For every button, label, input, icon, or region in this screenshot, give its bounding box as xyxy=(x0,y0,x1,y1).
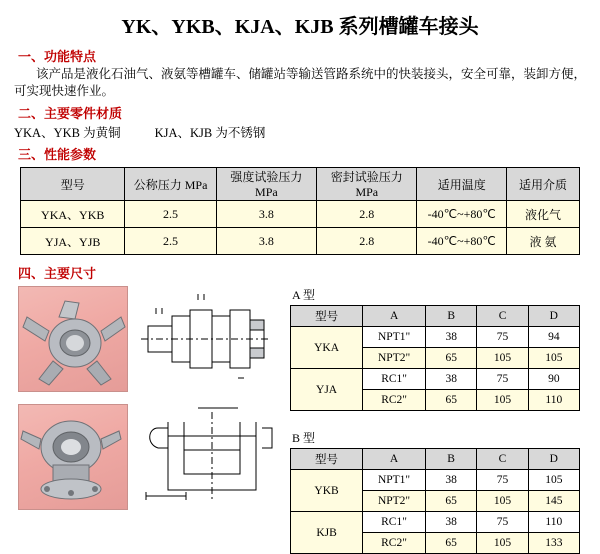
table-row xyxy=(21,201,580,228)
dim-b-header-cell: A xyxy=(363,449,426,470)
coupling-photo-a-illustration xyxy=(19,287,127,391)
features-heading: 一、功能特点 xyxy=(18,49,97,64)
spec-cell: 液化气 xyxy=(507,201,580,228)
dim-b-cell: 65 xyxy=(425,491,476,512)
spec-header-cell: 适用温度 xyxy=(417,168,507,201)
dim-b-model-cell: YKB xyxy=(291,470,363,512)
dim-b-header-row xyxy=(291,449,580,470)
spec-cell: 2.8 xyxy=(317,228,417,255)
dim-b-cell: NPT1" xyxy=(363,470,426,491)
dim-b-header-cell: B xyxy=(425,449,476,470)
dim-b-cell: 38 xyxy=(425,470,476,491)
spec-cell: 2.8 xyxy=(317,201,417,228)
dim-b-cell: NPT2" xyxy=(363,491,426,512)
dim-a-header-row xyxy=(291,306,580,327)
features-paragraph xyxy=(14,66,586,100)
dim-a-cell: 75 xyxy=(477,369,528,390)
product-photo-b xyxy=(18,404,128,510)
technical-drawing-b xyxy=(138,404,278,508)
material-text-a: YKA、YKB 为黄铜 xyxy=(14,126,121,140)
dim-a-cell: 90 xyxy=(528,369,579,390)
spec-cell: YKA、YKB xyxy=(21,201,125,228)
spec-cell: YJA、YJB xyxy=(21,228,125,255)
performance-heading: 三、性能参数 xyxy=(18,147,97,162)
table-row xyxy=(291,327,580,348)
dim-a-header-cell: C xyxy=(477,306,528,327)
dimensions-heading: 四、主要尺寸 xyxy=(18,266,97,281)
spec-table-header-row xyxy=(21,168,580,201)
dim-b-cell: 105 xyxy=(477,533,528,554)
material-text-b: KJA、KJB 为不锈钢 xyxy=(154,126,266,140)
spec-header-cell: 密封试验压力 MPa xyxy=(317,168,417,201)
dim-b-cell: 65 xyxy=(425,533,476,554)
dim-a-cell: RC2" xyxy=(363,390,426,411)
dim-a-header-cell: D xyxy=(528,306,579,327)
dim-a-cell: RC1" xyxy=(363,369,426,390)
dim-b-cell: 75 xyxy=(477,470,528,491)
dim-b-header-cell: D xyxy=(528,449,579,470)
dimension-table-b xyxy=(290,448,580,554)
dim-b-cell: 133 xyxy=(528,533,579,554)
table-row xyxy=(291,512,580,533)
dim-a-cell: 38 xyxy=(426,327,477,348)
spec-cell: 2.5 xyxy=(125,201,216,228)
features-text: 该产品是液化石油气、液氨等槽罐车、储罐站等输送管路系统中的快装接头，安全可靠，装卸方便，可实现快速作业。 xyxy=(14,67,587,98)
coupling-drawing-a-illustration xyxy=(138,286,278,390)
coupling-drawing-b-illustration xyxy=(138,404,278,508)
dim-b-cell: 38 xyxy=(425,512,476,533)
lower-content xyxy=(0,286,600,549)
dim-b-model-cell: KJB xyxy=(291,512,363,554)
dim-a-cell: NPT1" xyxy=(363,327,426,348)
dimension-tables-column xyxy=(290,286,586,554)
image-row-a xyxy=(18,286,280,392)
dim-a-header-cell: 型号 xyxy=(291,306,363,327)
coupling-photo-b-illustration xyxy=(19,405,127,509)
spec-header-cell: 型号 xyxy=(21,168,125,201)
dim-table-b-label: B 型 xyxy=(292,431,316,445)
dim-a-cell: NPT2" xyxy=(363,348,426,369)
spec-cell: 液 氨 xyxy=(507,228,580,255)
dim-b-cell: RC1" xyxy=(363,512,426,533)
product-photo-a xyxy=(18,286,128,392)
dim-a-cell: 110 xyxy=(528,390,579,411)
table-row xyxy=(291,369,580,390)
dim-a-cell: 75 xyxy=(477,327,528,348)
dim-a-cell: 65 xyxy=(426,348,477,369)
dim-b-cell: 75 xyxy=(477,512,528,533)
dim-a-model-cell: YKA xyxy=(291,327,363,369)
spec-header-cell: 适用介质 xyxy=(507,168,580,201)
spec-table xyxy=(20,167,580,255)
spec-cell: -40℃~+80℃ xyxy=(417,228,507,255)
dim-a-cell: 65 xyxy=(426,390,477,411)
spec-header-cell: 公称压力 MPa xyxy=(125,168,216,201)
dim-a-model-cell: YJA xyxy=(291,369,363,411)
spec-cell: -40℃~+80℃ xyxy=(417,201,507,228)
dimension-table-a xyxy=(290,305,580,411)
dim-b-cell: 110 xyxy=(528,512,579,533)
dim-table-a-label: A 型 xyxy=(292,288,316,302)
spec-cell: 3.8 xyxy=(216,201,316,228)
technical-drawing-a xyxy=(138,286,278,390)
spec-cell: 2.5 xyxy=(125,228,216,255)
dim-a-cell: 105 xyxy=(477,390,528,411)
dim-b-header-cell: C xyxy=(477,449,528,470)
dim-a-cell: 105 xyxy=(477,348,528,369)
image-row-b xyxy=(18,404,280,510)
material-heading: 二、主要零件材质 xyxy=(18,106,123,121)
dim-a-cell: 105 xyxy=(528,348,579,369)
material-line xyxy=(14,123,600,141)
table-row xyxy=(291,470,580,491)
dim-b-cell: 105 xyxy=(477,491,528,512)
dim-b-header-cell: 型号 xyxy=(291,449,363,470)
page-title: YK、YKB、KJA、KJB 系列槽罐车接头 xyxy=(121,16,479,38)
dim-a-header-cell: A xyxy=(363,306,426,327)
spec-header-cell: 强度试验压力 MPa xyxy=(216,168,316,201)
dim-b-cell: 145 xyxy=(528,491,579,512)
dim-a-cell: 94 xyxy=(528,327,579,348)
dim-b-cell: 105 xyxy=(528,470,579,491)
spec-cell: 3.8 xyxy=(216,228,316,255)
table-row xyxy=(21,228,580,255)
dim-b-cell: RC2" xyxy=(363,533,426,554)
table-spacer xyxy=(290,411,586,429)
dim-a-cell: 38 xyxy=(426,369,477,390)
dim-a-header-cell: B xyxy=(426,306,477,327)
image-column xyxy=(18,286,280,522)
